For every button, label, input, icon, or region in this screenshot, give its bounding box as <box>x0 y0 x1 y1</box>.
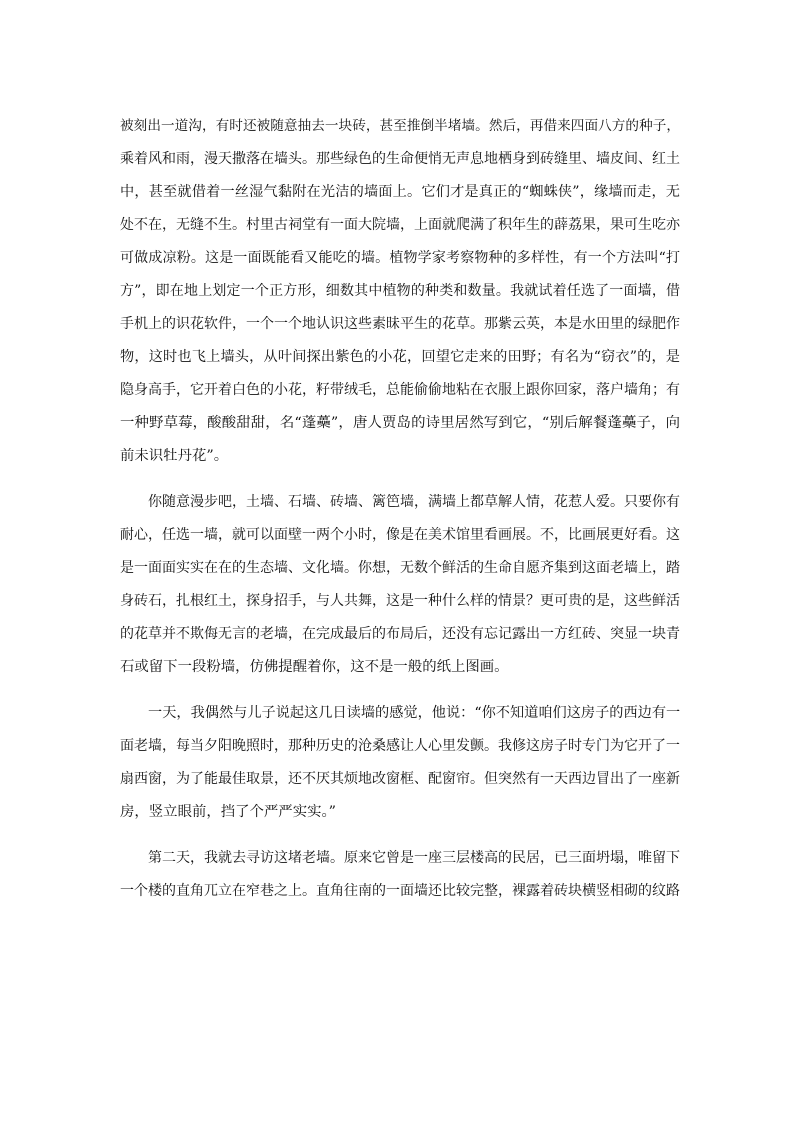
paragraph-1-line-6: 方”，即在地上划定一个正方形，细数其中植物的种类和数量。我就试着任选了一面墙，借 <box>120 283 680 299</box>
paragraph-4-line-2: 一个楼的直角兀立在窄巷之上。直角往南的一面墙还比较完整，裸露着砖块横竖相砌的纹路 <box>120 883 680 899</box>
paragraph-3-line-4: 房，竖立眼前，挡了个严严实实。” <box>120 804 337 820</box>
paragraph-2-line-1: 你随意漫步吧，土墙、石墙、砖墙、篱笆墙，满墙上都草解人情，花惹人爱。只要你有 <box>148 494 680 510</box>
paragraph-2-line-6: 石或留下一段粉墙，仿佛提醒着你，这不是一般的纸上图画。 <box>120 659 509 675</box>
paragraph-1-line-4: 处不在，无缝不生。村里古祠堂有一面大院墙，上面就爬满了积年生的薜荔果，果可生吃亦 <box>120 217 680 233</box>
paragraph-1-line-11: 前未识牡丹花”。 <box>120 448 229 464</box>
paragraph-2-line-4: 身砖石，扎根红土，探身招手，与人共舞，这是一种什么样的情景？更可贵的是，这些鲜活 <box>120 593 680 609</box>
paragraph-2-line-2: 耐心，任选一墙，就可以面壁一两个小时，像是在美术馆里看画展。不，比画展更好看。这 <box>120 527 680 543</box>
paragraph-1-line-8: 物，这时也飞上墙头，从叶间探出紫色的小花，回望它走来的田野；有名为“窃衣”的，是 <box>120 349 680 365</box>
paragraph-1-line-1: 被刻出一道沟，有时还被随意抽去一块砖，甚至推倒半堵墙。然后，再借来四面八方的种子， <box>120 118 680 134</box>
paragraph-1-line-9: 隐身高手，它开着白色的小花，籽带绒毛，总能偷偷地粘在衣服上跟你回家，落户墙角；有 <box>120 382 680 398</box>
paragraph-1-line-7: 手机上的识花软件，一个一个地认识这些素昧平生的花草。那紫云英，本是水田里的绿肥作 <box>120 316 680 332</box>
paragraph-3-line-1: 一天，我偶然与儿子说起这几日读墙的感觉，他说：“你不知道咱们这房子的西边有一 <box>148 705 681 721</box>
paragraph-3-line-3: 扇西窗，为了能最佳取景，还不厌其烦地改窗框、配窗帘。但突然有一天西边冒出了一座新 <box>120 771 680 787</box>
paragraph-2-line-3: 是一面面实实在在的生态墙、文化墙。你想，无数个鲜活的生命自愿齐集到这面老墙上，踏 <box>120 560 680 576</box>
paragraph-1-line-5: 可做成凉粉。这是一面既能看又能吃的墙。植物学家考察物种的多样性，有一个方法叫“打 <box>120 250 680 266</box>
paragraph-4-line-1: 第二天，我就去寻访这堵老墙。原来它曾是一座三层楼高的民居，已三面坍塌，唯留下 <box>148 850 680 866</box>
paragraph-1-line-2: 乘着风和雨，漫天撒落在墙头。那些绿色的生命便悄无声息地栖身到砖缝里、墙皮间、红土 <box>120 151 680 167</box>
paragraph-1-line-10: 一种野草莓，酸酸甜甜，名“蓬蘽”，唐人贾岛的诗里居然写到它，“别后解餐蓬蘽子，向 <box>120 415 680 431</box>
paragraph-2-line-5: 的花草并不欺侮无言的老墙，在完成最后的布局后，还没有忘记露出一方红砖、突显一块青 <box>120 626 680 642</box>
paragraph-3-line-2: 面老墙，每当夕阳晚照时，那种历史的沧桑感让人心里发颤。我修这房子时专门为它开了一 <box>120 738 680 754</box>
paragraph-1-line-3: 中，甚至就借着一丝湿气黏附在光洁的墙面上。它们才是真正的“蜘蛛侠”，缘墙而走，无 <box>120 184 680 200</box>
